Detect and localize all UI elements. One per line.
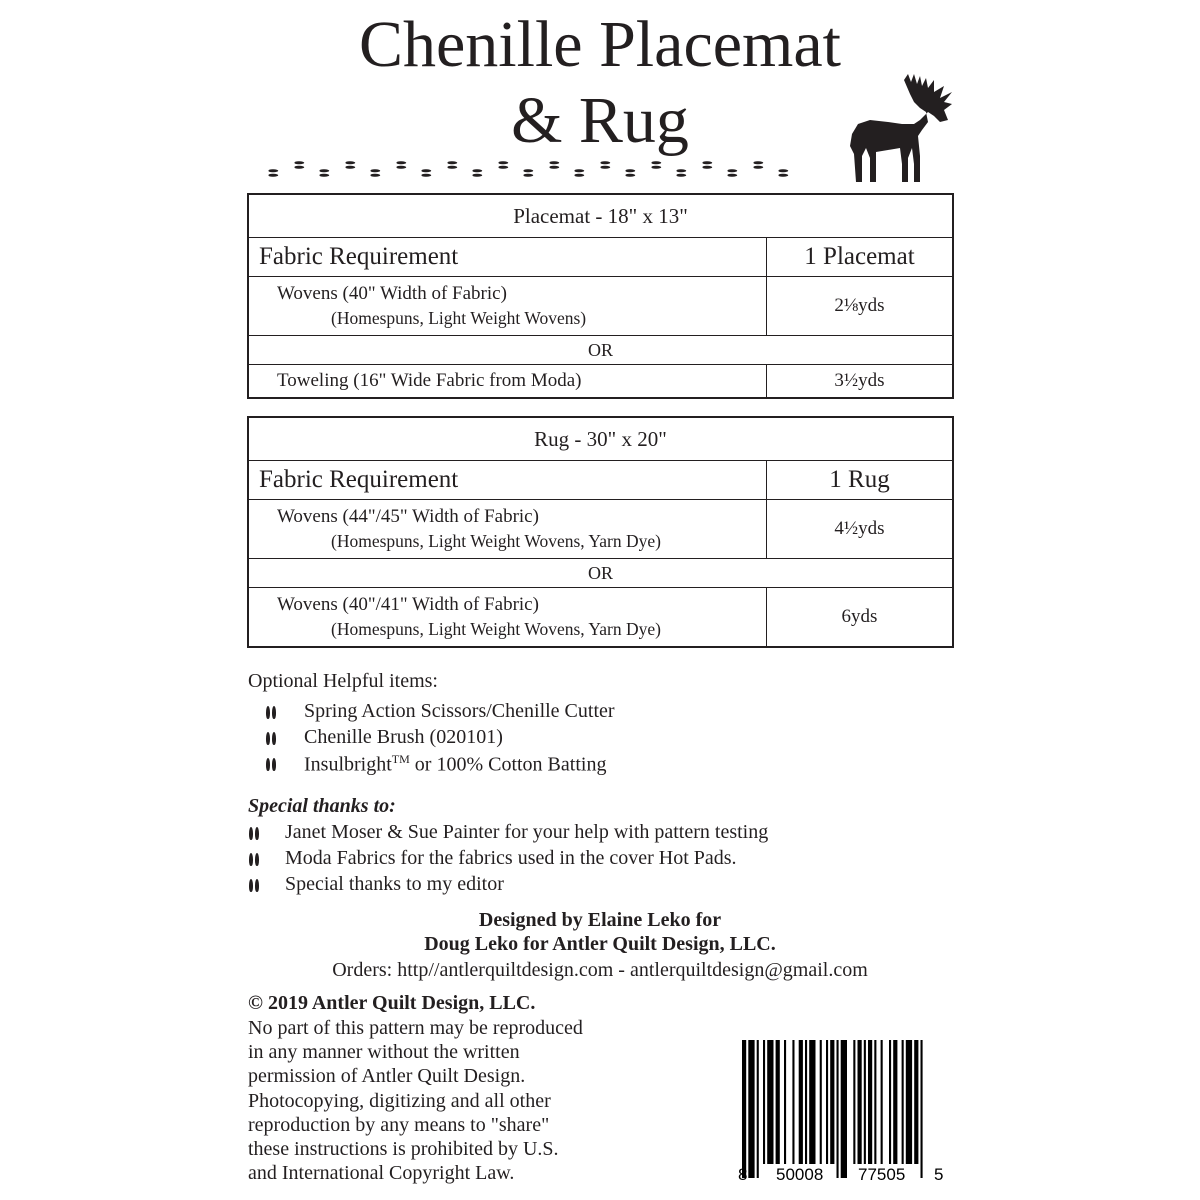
barcode-bar	[820, 1040, 822, 1164]
barcode-bar	[881, 1040, 883, 1164]
orders-line: Orders: http//antlerquiltdesign.com - antlerquiltdesign@gmail.com	[332, 959, 868, 981]
barcode-bar	[742, 1040, 746, 1178]
header-fabric: Fabric Requirement	[248, 238, 767, 277]
rug-table	[247, 416, 954, 648]
hoof-print-icon	[395, 161, 406, 169]
hoof-print-icon	[727, 169, 738, 177]
row-amount: 6yds	[767, 588, 954, 648]
barcode-bar	[864, 1040, 866, 1164]
barcode-bar	[748, 1040, 754, 1178]
row-sub: (Homespuns, Light Weight Wovens, Yarn Dye)	[331, 619, 661, 639]
barcode-digit: 8	[738, 1165, 748, 1183]
hoof-print-icon	[370, 169, 381, 177]
row-amount: 4½yds	[767, 500, 954, 559]
or-divider: OR	[248, 559, 953, 588]
barcode-digit: 5	[934, 1165, 944, 1183]
credit-line-1: Designed by Elaine Leko for	[478, 909, 722, 931]
copyright-line: and International Copyright Law.	[248, 1162, 515, 1185]
header-quantity: 1 Rug	[767, 461, 954, 500]
barcode-bar	[853, 1040, 855, 1164]
barcode-bar	[889, 1040, 891, 1164]
placemat-title: Placemat - 18" x 13"	[248, 194, 953, 238]
hoof-print-icon	[778, 169, 789, 177]
rug-title: Rug - 30" x 20"	[248, 417, 953, 461]
row-main: Wovens (40"/41" Width of Fabric)	[277, 594, 539, 616]
copyright-line: No part of this pattern may be reproduced	[248, 1017, 583, 1039]
hoof-print-icon	[599, 161, 610, 169]
copyright-line: these instructions is prohibited by U.S.	[248, 1138, 559, 1160]
barcode-digit: 50008	[776, 1165, 824, 1183]
barcode-bar	[868, 1040, 872, 1164]
optional-item	[304, 752, 606, 777]
title-line-1: Chenille Placemat	[358, 8, 841, 81]
barcode-bar	[841, 1040, 847, 1178]
table-row	[248, 500, 767, 559]
header-fabric: Fabric Requirement	[248, 461, 767, 500]
barcode-bar	[921, 1040, 923, 1178]
optional-item: Chenille Brush (020101)	[304, 726, 503, 748]
row-sub: (Homespuns, Light Weight Wovens, Yarn Dye)	[331, 531, 661, 551]
barcode-bar	[906, 1040, 912, 1164]
row-amount: 2⅛yds	[767, 277, 954, 336]
hoof-print-icon	[574, 169, 585, 177]
row-main: Wovens (44"/45" Width of Fabric)	[277, 506, 539, 528]
barcode-bar	[805, 1040, 807, 1164]
hoof-print-icon	[523, 169, 534, 177]
barcode-bar	[763, 1040, 765, 1164]
barcode-bar	[799, 1040, 803, 1164]
copyright-line: permission of Antler Quilt Design.	[248, 1065, 526, 1088]
credit-line-2: Doug Leko for Antler Quilt Design, LLC.	[424, 933, 776, 955]
copyright-heading: © 2019 Antler Quilt Design, LLC.	[248, 992, 536, 1014]
copyright-line: Photocopying, digitizing and all other	[248, 1089, 551, 1112]
moose-icon	[848, 72, 968, 184]
hoof-print-icon	[319, 169, 330, 177]
barcode-digit: 77505	[858, 1165, 906, 1183]
hoof-bullet-icon	[266, 758, 276, 772]
barcode-bar	[893, 1040, 897, 1164]
thanks-heading: Special thanks to:	[248, 795, 396, 817]
item-text: Insulbright	[304, 753, 392, 776]
barcode-bar	[826, 1040, 828, 1164]
trademark: TM	[391, 752, 410, 766]
barcode-bar	[784, 1040, 786, 1164]
hoof-print-icon	[752, 161, 763, 169]
or-divider: OR	[248, 336, 953, 365]
hoof-bullet-icon	[249, 853, 259, 867]
barcode-bar	[767, 1040, 773, 1164]
hoof-bullet-icon	[266, 732, 276, 746]
hoof-print-icon	[625, 169, 636, 177]
barcode-bar	[792, 1040, 794, 1164]
table-row	[248, 588, 767, 648]
copyright-line: in any manner without the written	[248, 1041, 520, 1064]
row-main: Toweling (16" Wide Fabric from Moda)	[248, 365, 767, 399]
hoof-bullet-icon	[266, 706, 276, 720]
barcode-bar	[776, 1040, 780, 1164]
hoof-print-icon	[497, 161, 508, 169]
copyright-line: reproduction by any means to "share"	[248, 1113, 550, 1136]
thanks-item: Special thanks to my editor	[285, 873, 504, 895]
barcode-bar	[858, 1040, 862, 1164]
barcode-bar	[809, 1040, 815, 1164]
barcode-bar	[914, 1040, 918, 1164]
hoof-bullet-icon	[249, 879, 259, 893]
thanks-item: Janet Moser & Sue Painter for your help with pattern testing	[285, 821, 769, 843]
hoof-print-icon	[676, 169, 687, 177]
row-amount: 3½yds	[767, 365, 954, 399]
hoof-print-icon	[701, 161, 712, 169]
hoof-print-icon	[548, 161, 559, 169]
row-main: Wovens (40" Width of Fabric)	[277, 283, 507, 305]
hoof-print-icon	[446, 161, 457, 169]
hoof-print-icon	[472, 169, 483, 177]
row-sub: (Homespuns, Light Weight Wovens)	[331, 308, 587, 328]
title-line-2: & Rug	[511, 84, 689, 157]
barcode-bar	[757, 1040, 759, 1178]
table-row	[248, 277, 767, 336]
barcode	[738, 1038, 948, 1183]
header-quantity: 1 Placemat	[767, 238, 954, 277]
barcode-bar	[874, 1040, 876, 1164]
hoof-print-icon	[293, 161, 304, 169]
hoof-print-icon	[650, 161, 661, 169]
optional-item: Spring Action Scissors/Chenille Cutter	[304, 700, 615, 722]
hoof-print-icon	[268, 169, 279, 177]
item-text: or 100% Cotton Batting	[409, 753, 607, 776]
thanks-item: Moda Fabrics for the fabrics used in the cover Hot Pads.	[285, 847, 737, 869]
hoof-bullet-icon	[249, 827, 259, 841]
barcode-bar	[902, 1040, 904, 1164]
placemat-table	[247, 193, 954, 399]
optional-heading: Optional Helpful items:	[248, 670, 438, 692]
barcode-bar	[837, 1040, 839, 1178]
hoof-print-icon	[344, 161, 355, 169]
barcode-bar	[830, 1040, 834, 1164]
hoof-print-icon	[421, 169, 432, 177]
